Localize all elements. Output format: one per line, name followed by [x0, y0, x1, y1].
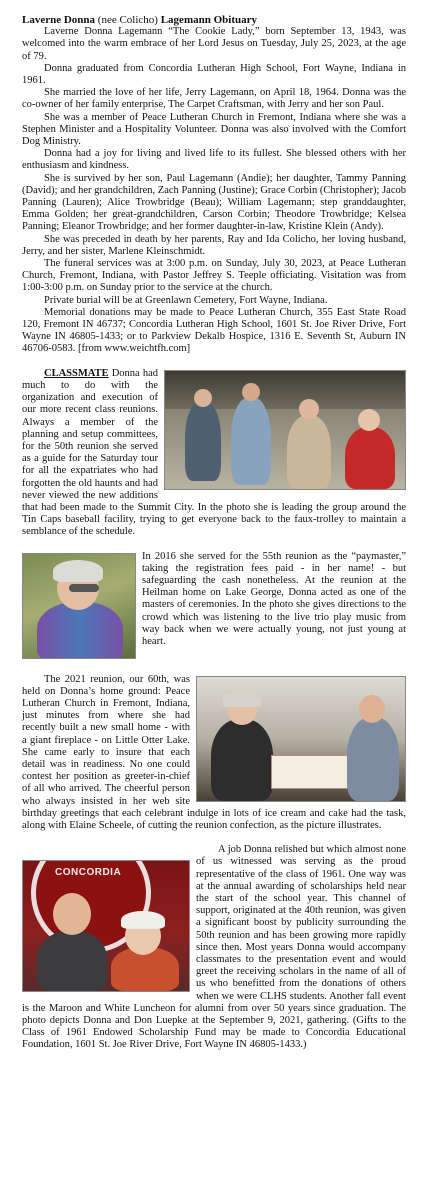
obituary-title — [22, 14, 406, 26]
reunion55-section — [22, 551, 406, 662]
obit-paragraph: She married the love of her life, Jerry Lagemann, on April 18, 1964. Donna was the co-owner of her family enterprise, The Carpet Craftsman, with Jerry and her son Paul. — [22, 87, 406, 111]
obit-paragraph: Donna graduated from Concordia Lutheran High School, Fort Wayne, Indiana in 1961. — [22, 62, 406, 87]
title-nee: (nee Colicho) — [95, 14, 161, 26]
title-rest: Lagemann Obituary — [160, 14, 257, 26]
title-name: Laverne Donna — [22, 14, 96, 26]
obit-paragraph: Donna had a joy for living and lived life to its fullest. She blessed others with her enthusiasm and kindness. — [22, 148, 406, 172]
obit-paragraph: Memorial donations may be made to Peace Lutheran Church, 355 East State Road 120, Fremont IN 46737; Concordia Lutheran High School, 1601 St. Joe River Drive, Fort Wayne IN 46805-1433; or to Parkview Dekalb Hospice, 1316 E. Seventh St, Auburn IN 46706-0583. [from www.weichtfh.com] — [22, 306, 406, 355]
photo-donna-don-luepke — [22, 860, 190, 992]
obit-paragraph: She was preceded in death by her parents, Ray and Ida Colicho, her loving husband, Jerry, and her sister, Marlene Kleinschmidt. — [22, 233, 406, 257]
classmate-label: CLASSMATE — [44, 367, 109, 379]
obit-paragraph: She is survived by her son, Paul Lagemann (Andie); her daughter, Tammy Panning (David); and her grandchildren, Zach Panning (Justine); Grace Corbin (Christopher); Jacob Panning (Lauren); Alice Trowbridge (Beau); William Lagemann; step granddaughter, Emma Golden; her great-grandchildren, Carson Corbin; Theodore Trowbridge; Kelsea Panning; Eleanor Trowbridge; and her former daughter-in-law, Kristine Klein (Andy). — [22, 172, 406, 233]
obit-paragraph: She was a member of Peace Lutheran Church in Fremont, Indiana where she was a Stephen Minister and a Hospitality Volunteer. Donna was also involved with the Comfort Dog Ministry. — [22, 111, 406, 148]
reunion55-paragraph: In 2016 she served for the 55th reunion as the “paymaster,” taking the registration fees paid - in her name! - but safeguarding the cash nonetheless. At the reunion at the Heilman home on Lake George, Donna acted as one of the masters of ceremonies. In the photo she gives directions to the crowd which was listening to the live trio play music from way back when we were actually young, not just young at heart. — [142, 550, 406, 647]
photo-tour-group — [164, 370, 406, 490]
reunion60-section — [22, 674, 406, 833]
obit-paragraph: Laverne Donna Lagemann “The Cookie Lady,” born September 13, 1943, was welcomed into the warm embrace of her Lord Jesus on Tuesday, July 25, 2023, at the age of 79. — [22, 26, 406, 62]
reunion60-paragraph: The 2021 reunion, our 60th, was held on Donna’s home ground: Peace Lutheran Church in Fremont, Indiana, just minutes from where she had recently built a new small home - with a giant fireplace - on Little Otter Lake. She came early to insure that each detail was in readiness. No one could contest her position as greeter-in-chief of all who arrived. The cheerful person who always insisted in her web site birthday greetings that each celebrant indulge in lots of ice cream and cake had the task, along with Elaine Scheele, of cutting the reunion confection, as the picture illustrates. — [22, 673, 406, 831]
photo-cake-cutting — [196, 676, 406, 802]
photo-donna-microphone — [22, 553, 136, 659]
obit-paragraph: Private burial will be at Greenlawn Cemetery, Fort Wayne, Indiana. — [44, 294, 328, 306]
classmate-section — [22, 368, 406, 539]
scholarship-paragraph: A job Donna relished but which almost none of us witnessed was serving as the proud representative of the class of 1961. One way was at the annual awarding of scholarships held near the start of the school year. This channel of support, originated at the 40th reunion, was given a significant boost by publicity surrounding the 50th reunion and has been growing more rapidly since then. Most years Donna would accompany classmates to the presentation event and would greet the receiving scholars in the name of all of us who benefitted from the donations of others when we were CLHS students. Another fall event is the Maroon and White Luncheon for alumni from over 50 years since graduation. The photo depicts Donna and Don Luepke at the September 9, 2021, gathering. (Gifts to the Class of 1961 Endowed Scholarship Fund may be made to Concordia Educational Foundation, 1601 St. Joe River Drive, Fort Wayne IN 46805-1433.) — [22, 844, 406, 1051]
obituary-page — [22, 14, 406, 1052]
obit-paragraph: The funeral services was at 3:00 p.m. on Sunday, July 30, 2023, at Peace Lutheran Church, Fremont, Indiana, with Pastor Jeffrey S. Teeple officiating. Visitation was from 1:00-3:00 p.m. on Sunday prior to the service at the church. — [22, 258, 406, 294]
concordia-sign-text: CONCORDIA — [55, 867, 122, 879]
scholarship-section — [22, 844, 406, 1051]
classmate-text: Donna had much to do with the organization and execution of our more recent class reunions. Always a member of the planning and setup committees, for the 50th reunion she served as a guide for the Saturday tour for all the expatriates who had forgotten the old haunts and had never viewed the new additions that had been made to the Summit City. In the photo she is leading the group around the Tin Caps baseball facility, trying to get everyone back to the faux-trolley to maintain a semblance of the schedule. — [22, 367, 406, 538]
